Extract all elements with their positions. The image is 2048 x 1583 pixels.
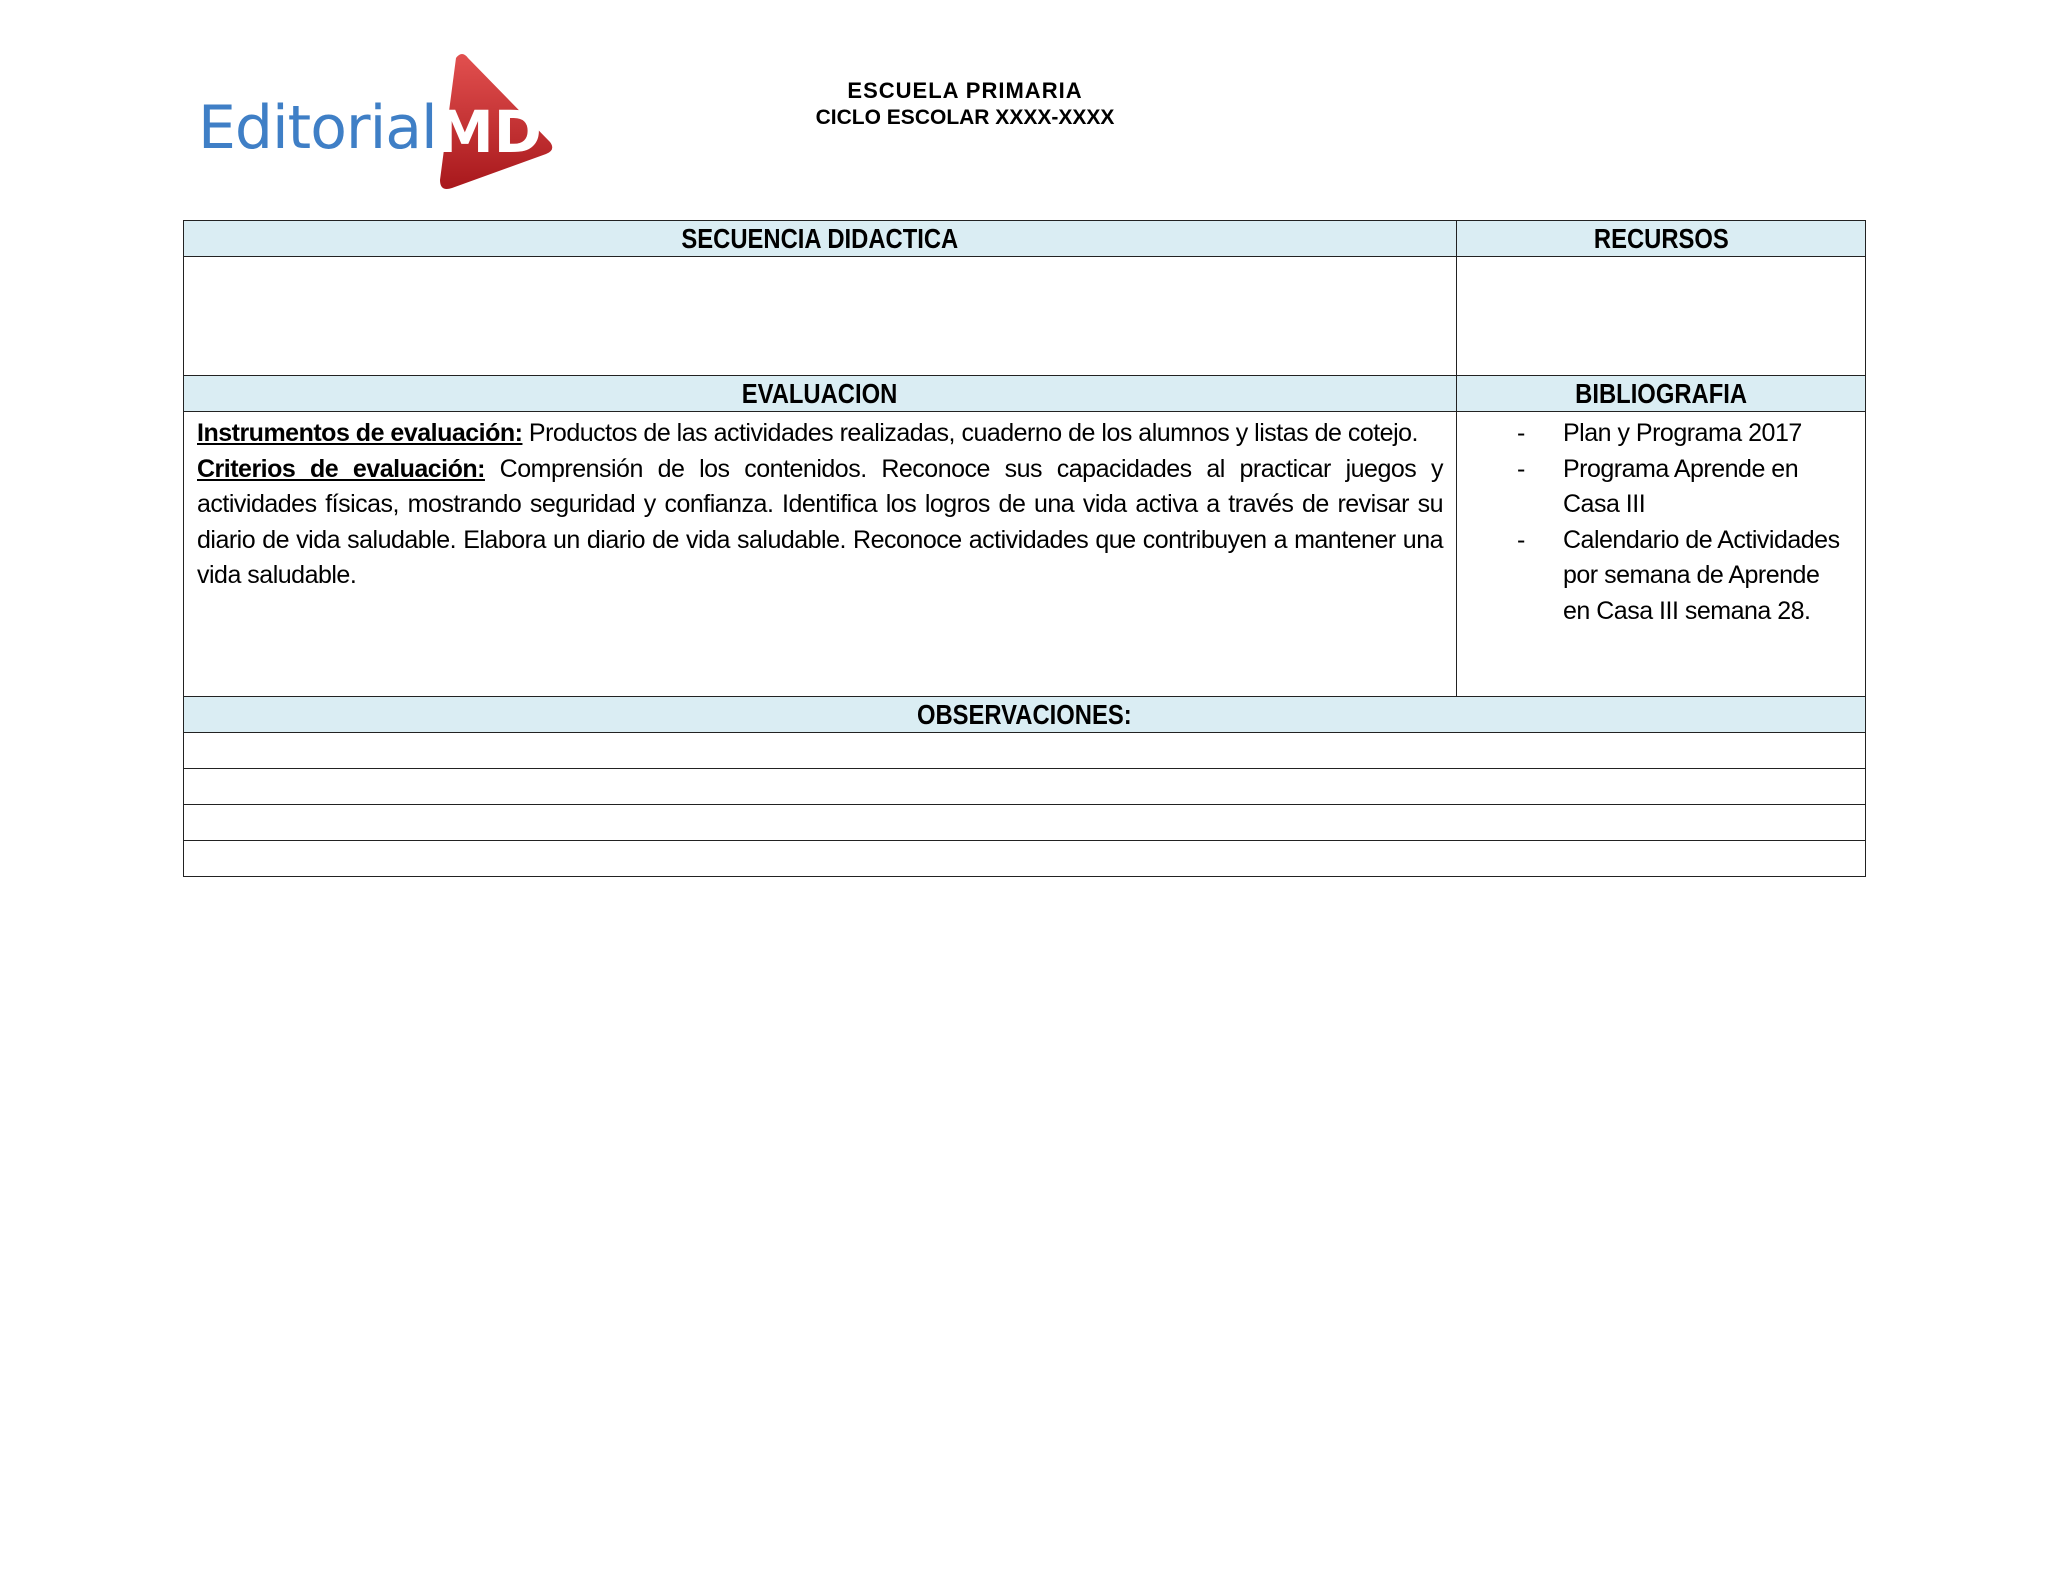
logo-text: Editorial xyxy=(198,93,437,163)
observaciones-header: OBSERVACIONES: xyxy=(184,697,1866,733)
school-title: ESCUELA PRIMARIA xyxy=(847,78,1083,103)
bibliografia-header: BIBLIOGRAFIA xyxy=(1457,376,1866,412)
criterios-paragraph xyxy=(197,452,1443,594)
instrumentos-label: Instrumentos de evaluación: xyxy=(197,419,523,447)
criterios-text: Comprensión de los contenidos. Reconoce sus capacidades al practicar juegos y actividades físicas, mostrando seguridad y confianza. Identifica los logros de una vida activa a través de revisar su diario de vida saludable. Elabora un diario de vida saludable. Reconoce actividades que contribuyen a mantener una vida saludable. xyxy=(197,454,1443,589)
recursos-header: RECURSOS xyxy=(1457,221,1866,257)
bibliografia-list xyxy=(1457,416,1845,629)
secuencia-didactica-cell[interactable] xyxy=(184,257,1457,376)
bibliografia-item: - Plan y Programa 2017 xyxy=(1457,416,1845,452)
logo-mark: MD xyxy=(436,98,542,166)
criterios-label: Criterios de evaluación: xyxy=(197,454,485,483)
md-play-logo-icon xyxy=(428,50,558,195)
bibliografia-item: - Programa Aprende en Casa III xyxy=(1457,452,1845,523)
observaciones-line[interactable] xyxy=(184,805,1866,841)
observaciones-line[interactable] xyxy=(184,769,1866,805)
instrumentos-paragraph xyxy=(197,416,1443,452)
editorial-md-logo xyxy=(198,50,558,195)
evaluacion-cell xyxy=(184,412,1457,697)
school-header xyxy=(700,78,1230,132)
bibliografia-item: - Calendario de Actividades por semana de Aprende en Casa III semana 28. xyxy=(1457,523,1845,630)
observaciones-line[interactable] xyxy=(184,841,1866,877)
instrumentos-text: Productos de las actividades realizadas, cuaderno de los alumnos y listas de cotejo. xyxy=(522,419,1418,447)
lesson-plan-table xyxy=(183,220,1866,877)
school-cycle: CICLO ESCOLAR XXXX-XXXX xyxy=(815,106,1115,129)
recursos-cell[interactable] xyxy=(1457,257,1866,376)
observaciones-line[interactable] xyxy=(184,733,1866,769)
evaluacion-header: EVALUACION xyxy=(184,376,1457,412)
bibliografia-cell xyxy=(1457,412,1866,697)
secuencia-didactica-header: SECUENCIA DIDACTICA xyxy=(184,221,1457,257)
